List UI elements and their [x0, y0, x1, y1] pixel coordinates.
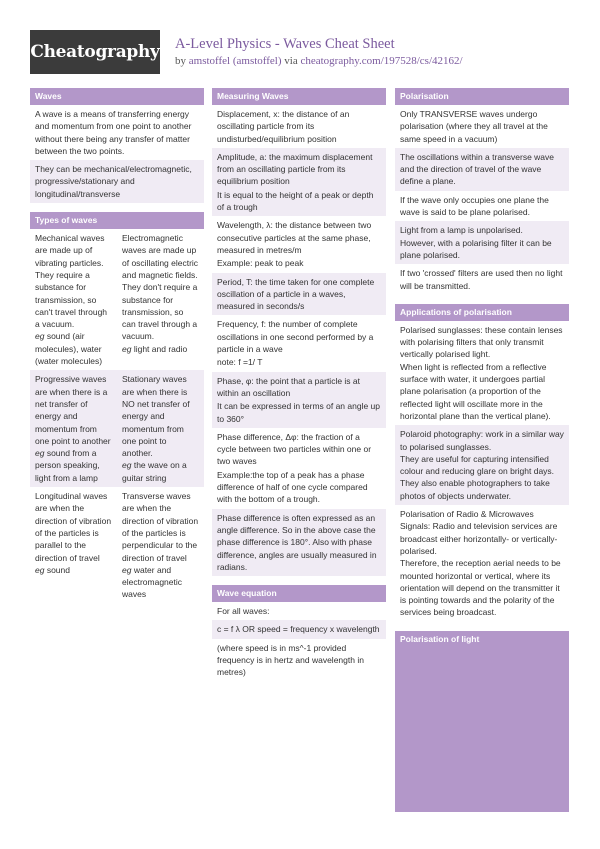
- example-text: sound: [44, 564, 70, 575]
- cell-text: Stationary waves are when there is NO net transfer of energy and momentum from one point to another.: [122, 374, 190, 459]
- row-main-text: Period, T: the time taken for one complete oscillation of a particle in a waves, measured in seconds/s: [217, 276, 375, 312]
- polarisation-of-light-title: Polarisation of light: [395, 631, 569, 648]
- example-text: sound from a person speaking, light from a lamp: [35, 448, 100, 483]
- measuring-row: [212, 216, 386, 272]
- types-row: [30, 370, 204, 487]
- row-extra-text: When light is reflected from a reflective surface with water, it undergoes partial plane polarisation (a proportion of the reflected light will oscillate more in the horizontal plane than the vertical plane).: [400, 361, 551, 421]
- example-text: water and electromagnetic waves: [122, 564, 183, 600]
- eg-label: eg: [35, 564, 45, 575]
- row-main-text: Phase difference, Δφ: the fraction of a cycle between two particles within one or two waves: [217, 431, 372, 467]
- cell-text: Electromagnetic waves are made up of oscillating electric and magnetic fields. They don't require a substance for transmission, so can travel through a vacuum.: [122, 233, 199, 342]
- polarisation-row: [395, 221, 569, 264]
- row-extra-text: It can be expressed in terms of an angle up to 360°: [217, 401, 381, 424]
- row-extra-text: It is equal to the height of a peak or depth of a trough: [217, 189, 374, 213]
- row-main-text: Phase difference is often expressed as an angle difference. So in the above case the phase difference is 180°. Also with phase difference, angles are usually measured in radians.: [217, 512, 377, 572]
- waves-row: They can be mechanical/electromagnetic, progressive/stationary and longitudinal/transverse: [30, 160, 204, 203]
- page-title: A-Level Physics - Waves Cheat Sheet: [175, 36, 395, 52]
- cell-text: Mechanical waves are made up of vibrating particles. They require a substance for transmission, so can't travel through a vacuum.: [35, 233, 108, 330]
- row-main-text: If the wave only occupies one plane the wave is said to be plane polarised.: [400, 194, 549, 218]
- example-text: light and radio: [131, 343, 188, 354]
- applications-title: Applications of polarisation: [395, 304, 569, 321]
- equation-row: (where speed is in ms^-1 provided frequency is in hertz and wavelength in metres): [217, 642, 364, 678]
- row-main-text: Amplitude, a: the maximum displacement from an oscillating particle from its equilibrium position: [217, 151, 373, 187]
- row-main-text: The oscillations within a transverse wave and the direction of travel of the wave define a plane.: [400, 151, 555, 187]
- image-placeholder: [395, 648, 569, 812]
- applications-row: [395, 505, 569, 622]
- author-link[interactable]: amstoffel (amstoffel): [188, 55, 282, 67]
- row-main-text: Frequency, f: the number of complete oscillations in one second performed by a particle in a wave: [217, 319, 374, 355]
- equation-row: c = f λ OR speed = frequency x wavelength: [212, 620, 386, 638]
- applications-section: [395, 304, 569, 622]
- row-main-text: Phase, φ: the point that a particle is at within an oscillation: [217, 375, 361, 398]
- measuring-waves-title: Measuring Waves: [212, 88, 386, 105]
- polarisation-row: [395, 191, 569, 222]
- eg-label: eg: [122, 460, 132, 471]
- via-text: via: [284, 55, 298, 67]
- measuring-row: [212, 273, 386, 316]
- cheatography-logo[interactable]: Cheatography: [30, 30, 160, 74]
- wave-equation-title: Wave equation: [212, 585, 386, 602]
- row-main-text: Wavelength, λ: the distance between two consecutive particles at the same phase, measured in metres/m: [217, 220, 372, 255]
- eg-label: eg: [122, 564, 132, 575]
- row-main-text: Displacement, x: the distance of an oscillating particle from its undisturbed/equilibrium position: [217, 109, 350, 144]
- waves-section-title: Waves: [30, 88, 204, 105]
- cell-text: Progressive waves are when there is a net transfer of energy and momentum from one point to another: [35, 374, 111, 446]
- measuring-row: [212, 372, 386, 428]
- types-cell-stationary: [117, 370, 204, 487]
- types-row: [30, 487, 204, 604]
- applications-row: [395, 321, 569, 425]
- eg-label: eg: [35, 448, 45, 459]
- types-cell-electromagnetic: [117, 229, 204, 370]
- page-header: [30, 30, 570, 74]
- polarisation-row: [395, 148, 569, 191]
- by-text: by: [175, 55, 186, 67]
- polarisation-of-light-section: [395, 631, 569, 812]
- types-cell-progressive: [30, 370, 117, 487]
- types-cell-mechanical: [30, 229, 117, 370]
- cell-text: Transverse waves are when the direction of vibration of the particles is perpendicular to the direction of travel: [122, 491, 199, 563]
- waves-section: [30, 88, 204, 203]
- polarisation-row: [395, 105, 569, 148]
- example-text: sound (air molecules), water (water molecules): [35, 331, 103, 367]
- page-subtitle: [175, 55, 463, 67]
- row-extra-text: However, with a polarising filter it can be plane polarised.: [400, 237, 552, 260]
- measuring-row: [212, 148, 386, 216]
- row-extra-text: Therefore, the reception aerial needs to be mounted horizontal or vertical, where its orientation will depend on the transmitter it is pointing towards and the polarity of the services being broadcast.: [400, 558, 561, 618]
- column-1: [30, 88, 204, 613]
- column-3: [395, 88, 569, 821]
- measuring-row: [212, 428, 386, 509]
- types-of-waves-section: [30, 212, 204, 604]
- row-main-text: If two 'crossed' filters are used then no light will be transmitted.: [400, 268, 563, 291]
- row-main-text: Only TRANSVERSE waves undergo polarisation (where they all travel at the same speed in a vacuum): [400, 109, 548, 144]
- row-main-text: Polarisation of Radio & Microwaves Signals: Radio and television services are broadcast either horizontally- or vertically-polarised.: [400, 509, 558, 556]
- polarisation-row: [395, 264, 569, 295]
- types-of-waves-title: Types of waves: [30, 212, 204, 229]
- eg-label: eg: [122, 343, 132, 354]
- waves-row: A wave is a means of transferring energy and momentum from one point to another without there being any transfer of matter between the two points.: [35, 109, 192, 156]
- row-main-text: Light from a lamp is unpolarised.: [400, 225, 523, 236]
- measuring-row: [212, 509, 386, 576]
- types-cell-longitudinal: [30, 487, 117, 604]
- row-extra-text: Example: peak to peak: [217, 258, 304, 269]
- polarisation-title: Polarisation: [395, 88, 569, 105]
- row-extra-text: They are useful for capturing intensified colour and reducing glare on bright days. They also enable photographers to take photos of objects underwater.: [400, 453, 555, 501]
- measuring-waves-section: [212, 88, 386, 576]
- example-text: the wave on a guitar string: [122, 460, 187, 483]
- column-2: [212, 88, 386, 691]
- sheet-url-link[interactable]: cheatography.com/197528/cs/42162/: [300, 55, 463, 67]
- types-cell-transverse: [117, 487, 204, 604]
- equation-row: For all waves:: [217, 606, 270, 617]
- types-row: [30, 229, 204, 370]
- measuring-row: [212, 315, 386, 371]
- row-main-text: Polarised sunglasses: these contain lenses with polarising filters that only transmit vertically polarised light.: [400, 324, 563, 360]
- cell-text: Longitudinal waves are when the direction of vibration of the particles is parallel to the direction of travel: [35, 491, 112, 563]
- eg-label: eg: [35, 331, 45, 342]
- row-extra-text: note: f =1/ T: [217, 357, 263, 368]
- measuring-row: [212, 105, 386, 148]
- polarisation-section: [395, 88, 569, 295]
- wave-equation-section: [212, 585, 386, 681]
- applications-row: [395, 425, 569, 505]
- row-main-text: Polaroid photography: work in a similar way to polarised sunglasses.: [400, 429, 564, 452]
- row-extra-text: Example:the top of a peak has a phase difference of half of one cycle compared with the bottom of a trough.: [217, 469, 368, 505]
